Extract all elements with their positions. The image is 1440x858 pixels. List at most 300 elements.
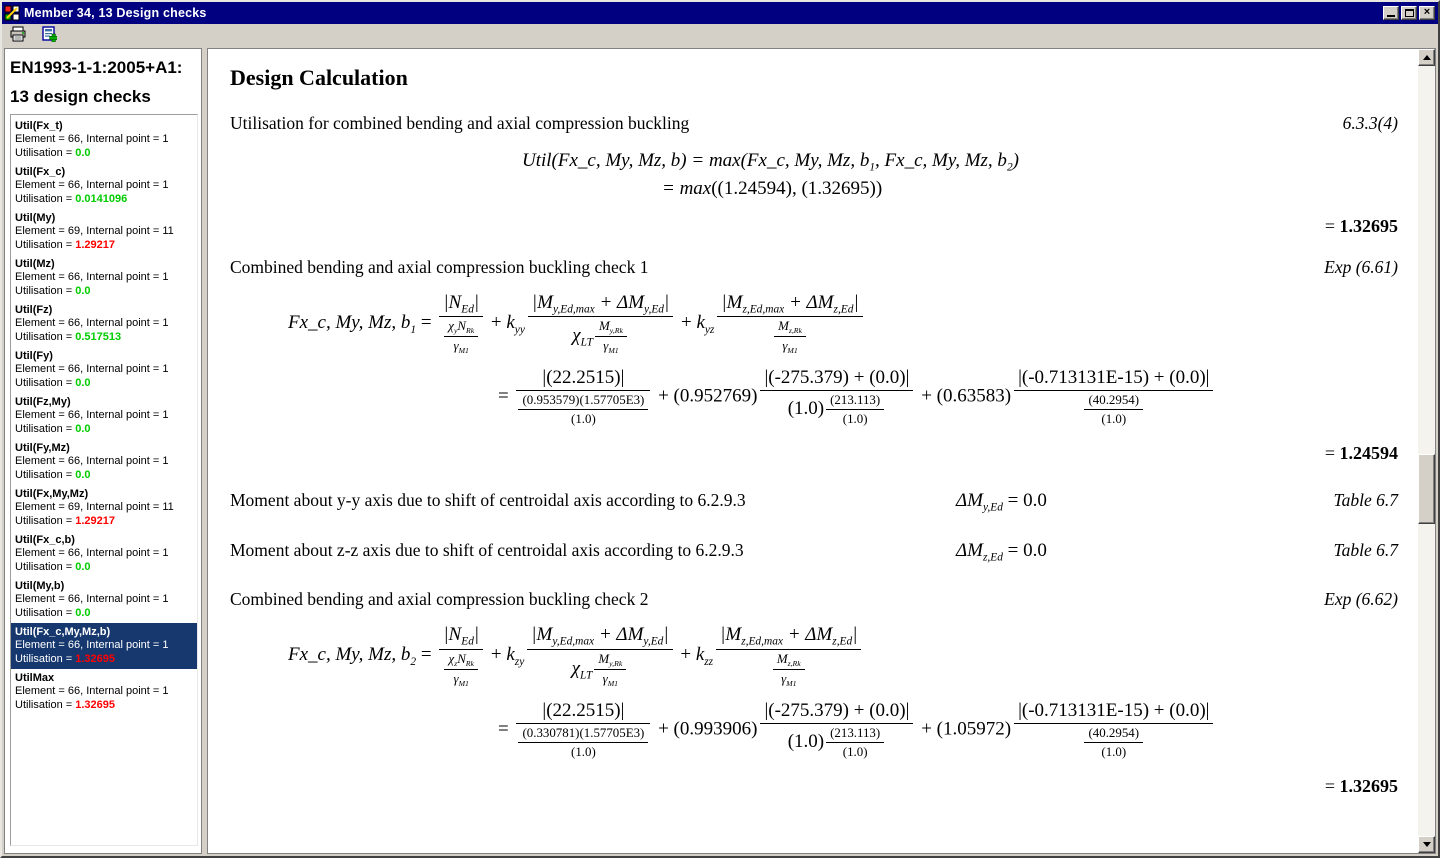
math-text: + (1.05972) <box>916 718 1012 740</box>
math-subscript: zz <box>704 656 714 669</box>
math-text: + (0.952769) <box>653 385 758 407</box>
math-text: |(22.2515)| <box>542 700 625 722</box>
math-subscript: M1 <box>458 346 469 356</box>
math-denominator <box>774 337 806 355</box>
utilisation-value: 0.0 <box>75 561 91 573</box>
math-subscript: y,Rk <box>609 659 623 669</box>
utilisation-label: Utilisation = <box>15 285 76 297</box>
formula-check1-symbolic <box>288 292 1398 356</box>
math-fraction <box>773 651 805 688</box>
math-fraction <box>595 318 627 355</box>
close-button[interactable] <box>1419 6 1435 20</box>
client-area <box>2 46 1438 856</box>
sidebar-header <box>10 53 198 111</box>
design-check-item[interactable] <box>11 531 197 577</box>
utilisation-label: Utilisation = <box>15 331 76 343</box>
math-fraction <box>1014 367 1213 427</box>
printer-icon <box>10 26 26 45</box>
utilisation-label: Utilisation = <box>15 653 76 665</box>
moment-y-text: Moment about y-y axis due to shift of centroidal axis according to 6.2.9.3 <box>230 490 746 511</box>
moment-z-ref: Table 6.7 <box>1333 539 1398 560</box>
utilisation-value: 1.32695 <box>75 653 115 665</box>
math-numerator <box>518 725 648 743</box>
add-report-button[interactable] <box>38 25 60 45</box>
math-text: = 0.0 <box>1002 490 1047 512</box>
check-name: UtilMax <box>15 672 55 684</box>
design-check-item[interactable] <box>11 255 197 301</box>
math-subscript: y,Ed <box>644 303 664 316</box>
check1-heading: Combined bending and axial compression buckling check 1 <box>230 256 649 277</box>
math-denominator <box>595 337 627 355</box>
scroll-up-button[interactable] <box>1418 49 1435 66</box>
window-controls <box>1383 6 1435 20</box>
check-utilisation <box>15 468 193 482</box>
math-numerator <box>826 725 884 743</box>
code-standard-label: EN1993-1-1:2005+A1: <box>10 58 183 77</box>
math-subscript: LT <box>580 336 594 349</box>
check-utilisation <box>15 238 193 252</box>
math-numerator <box>774 318 806 337</box>
math-subscript: zy <box>514 656 525 669</box>
math-denominator <box>594 670 626 688</box>
math-var: N <box>457 318 466 334</box>
math-var: χ <box>572 325 581 347</box>
check-location: Element = 66, Internal point = 1 <box>15 179 169 191</box>
check-location: Element = 66, Internal point = 1 <box>15 271 169 283</box>
math-denominator <box>1014 391 1213 427</box>
math-numerator <box>826 392 884 410</box>
math-var: | <box>853 291 859 313</box>
math-var: ΔM <box>956 490 983 512</box>
result-value: 1.32695 <box>1339 776 1398 797</box>
math-fraction <box>774 318 806 355</box>
check-name: Util(Fx_c,b) <box>15 534 75 546</box>
design-check-item[interactable] <box>11 669 197 715</box>
math-text: + (0.993906) <box>653 718 758 740</box>
math-numerator <box>1084 725 1143 743</box>
utilisation-label: Utilisation = <box>15 607 76 619</box>
math-subscript: y,Ed,max <box>552 635 595 648</box>
math-subscript: y,Rk <box>609 326 623 336</box>
math-numerator <box>760 367 913 391</box>
math-numerator <box>516 700 650 724</box>
math-numerator <box>717 292 862 318</box>
math-fraction <box>760 367 913 427</box>
math-text: = <box>416 311 437 333</box>
math-var: γ <box>453 671 459 687</box>
app-icon <box>4 5 20 21</box>
math-var: χ <box>448 650 455 666</box>
math-fraction <box>1014 700 1213 760</box>
math-numerator <box>1084 392 1143 410</box>
moment-z-line <box>230 540 1398 564</box>
math-fraction <box>527 624 672 688</box>
close-icon: × <box>1423 6 1431 18</box>
check-name: Util(Fz,My) <box>15 396 71 408</box>
check-utilisation <box>15 560 193 574</box>
utilisation-label: Utilisation = <box>15 239 76 251</box>
clause-ref: 6.3.3(4) <box>1342 113 1398 133</box>
math-subscript: Rk <box>466 326 475 336</box>
math-var: | <box>473 624 480 646</box>
check-location: Element = 66, Internal point = 1 <box>15 409 169 421</box>
math-numerator <box>594 651 626 670</box>
math-var: |M <box>531 291 553 313</box>
math-subscript: Rk <box>465 659 474 669</box>
math-fraction <box>716 624 861 688</box>
check-name: Util(My) <box>15 212 56 224</box>
math-var: ΔM <box>956 539 983 561</box>
math-var: γ <box>781 671 787 687</box>
utilisation-value: 0.0141096 <box>75 193 128 205</box>
math-subscript: Ed <box>461 635 474 648</box>
math-text: + (0.63583) <box>916 385 1012 407</box>
vertical-scrollbar[interactable] <box>1418 49 1435 853</box>
check-location: Element = 66, Internal point = 1 <box>15 593 169 605</box>
check1-heading-line <box>230 257 1398 278</box>
math-numerator <box>439 292 483 318</box>
utilisation-value: 1.29217 <box>75 515 115 527</box>
math-numerator <box>528 292 673 318</box>
math-var: |M <box>531 624 553 646</box>
math-var: | <box>852 624 858 646</box>
math-var: |N <box>443 291 462 313</box>
math-numerator <box>773 651 805 670</box>
design-check-item[interactable] <box>11 209 197 255</box>
design-check-item[interactable] <box>11 163 197 209</box>
utilisation-value: 0.0 <box>75 607 91 619</box>
page-title: Design Calculation <box>230 65 408 90</box>
math-var: ) <box>1012 150 1019 171</box>
math-fraction <box>444 318 478 355</box>
math-numerator <box>760 700 913 724</box>
moment-z-text: Moment about z-z axis due to shift of centroidal axis according to 6.2.9.3 <box>230 539 744 560</box>
moment-y-value <box>956 490 1333 514</box>
math-subscript: 1 <box>869 161 876 174</box>
math-text: |(-275.379) + (0.0)| <box>764 700 910 722</box>
math-subscript: y,Ed <box>643 635 664 648</box>
math-var: | <box>663 291 670 313</box>
math-text: (1.0) <box>1101 411 1127 427</box>
math-subscript: z,Ed <box>982 551 1003 564</box>
check-utilisation <box>15 192 193 206</box>
math-var: + ΔM <box>594 624 644 646</box>
math-numerator <box>444 651 478 670</box>
math-var: γ <box>453 338 459 354</box>
math-var: χ <box>448 318 454 334</box>
formula-util-max-values <box>662 178 1398 200</box>
formula-util-max <box>522 150 1398 174</box>
title-bar <box>2 2 1438 24</box>
scrollbar-thumb[interactable] <box>1418 454 1435 524</box>
math-text: (1.0) <box>571 744 596 760</box>
math-subscript: LT <box>579 669 593 682</box>
math-denominator <box>518 743 648 760</box>
math-numerator <box>716 624 861 650</box>
print-button[interactable] <box>7 25 29 45</box>
math-subscript: M1 <box>608 346 619 356</box>
math-denominator <box>760 724 913 760</box>
math-var: | <box>663 624 669 646</box>
math-var: |N <box>443 624 462 646</box>
design-calculation-document <box>208 49 1418 853</box>
check-name: Util(Fx,My,Mz) <box>15 488 89 500</box>
math-denominator <box>826 410 884 427</box>
math-subscript: z,Rk <box>787 659 801 669</box>
math-fraction <box>1084 725 1143 760</box>
result-check2 <box>230 776 1398 797</box>
result-value: 1.32695 <box>1339 215 1398 236</box>
math-denominator <box>516 724 650 760</box>
math-var: |M <box>720 624 742 646</box>
math-numerator <box>516 367 650 391</box>
utilisation-label: Utilisation = <box>15 561 76 573</box>
math-var: M <box>776 650 788 666</box>
math-denominator <box>1084 743 1143 760</box>
math-fraction <box>518 392 648 427</box>
check2-ref: Exp (6.62) <box>1324 589 1398 610</box>
math-var: k <box>695 644 705 666</box>
check-name: Util(Mz) <box>15 258 55 270</box>
check1-ref: Exp (6.61) <box>1324 256 1398 277</box>
math-subscript: z,Ed <box>833 303 854 316</box>
formula-check2-numeric <box>498 700 1398 760</box>
math-subscript: 1 <box>410 323 417 336</box>
math-text: (1.0) <box>842 411 868 427</box>
check-count-label: 13 design checks <box>10 87 151 106</box>
math-var: γ <box>602 671 608 687</box>
utilisation-label: Utilisation = <box>15 699 76 711</box>
math-numerator <box>595 318 627 337</box>
check-utilisation <box>15 606 193 620</box>
math-var: χ <box>571 657 580 679</box>
check-utilisation <box>15 330 193 344</box>
scroll-down-arrow-icon <box>1423 842 1431 847</box>
minimize-icon <box>1387 15 1395 17</box>
math-subscript: M1 <box>786 679 797 689</box>
math-subscript: y <box>453 326 458 336</box>
math-fraction <box>826 725 884 760</box>
math-text: (1.0) <box>842 744 868 760</box>
math-fraction <box>826 392 884 427</box>
check-utilisation <box>15 284 193 298</box>
design-check-item[interactable] <box>11 623 197 669</box>
math-fraction <box>528 292 673 356</box>
math-numerator <box>439 624 483 650</box>
moment-z-value <box>956 540 1333 564</box>
math-text: + <box>486 311 507 333</box>
math-fraction <box>444 651 478 688</box>
utilisation-value: 0.0 <box>75 377 91 389</box>
math-fraction <box>516 367 650 427</box>
math-subscript: z,Ed,max <box>741 635 783 648</box>
intro-line <box>230 113 1398 134</box>
utilisation-label: Utilisation = <box>15 469 76 481</box>
moment-y-ref: Table 6.7 <box>1333 490 1398 511</box>
math-subscript: M1 <box>787 346 798 356</box>
math-text: |(-275.379) + (0.0)| <box>764 367 910 389</box>
design-check-item[interactable] <box>11 439 197 485</box>
math-var: | <box>473 291 480 313</box>
maximize-button[interactable] <box>1401 6 1417 20</box>
math-text: ((1.24594), (1.32695)) <box>711 177 883 199</box>
math-var: Fx_c, My, Mz, b <box>288 644 411 666</box>
math-numerator <box>444 318 478 337</box>
math-var: |M <box>721 291 743 313</box>
moment-y-line <box>230 490 1398 514</box>
design-check-item[interactable] <box>11 347 197 393</box>
utilisation-label: Utilisation = <box>15 515 76 527</box>
utilisation-value: 0.517513 <box>75 331 122 343</box>
math-denominator <box>527 650 672 688</box>
math-text: (1.0) <box>787 398 825 420</box>
intro-text: Utilisation for combined bending and axial compression buckling <box>230 113 690 133</box>
math-var: M <box>598 650 610 666</box>
check-utilisation <box>15 652 193 666</box>
math-denominator <box>826 743 884 760</box>
check-utilisation <box>15 376 193 390</box>
math-subscript: Ed <box>461 303 474 316</box>
utilisation-value: 0.0 <box>75 147 91 159</box>
math-text: = <box>416 644 437 666</box>
math-fraction <box>717 292 862 356</box>
utilisation-value: 0.0 <box>75 423 91 435</box>
design-check-item[interactable] <box>11 301 197 347</box>
check-name: Util(Fx_c,My,Mz,b) <box>15 626 111 638</box>
math-subscript: z,Ed,max <box>742 303 785 316</box>
design-check-item[interactable] <box>11 393 197 439</box>
scroll-up-arrow-icon <box>1423 55 1431 60</box>
check-utilisation <box>15 514 193 528</box>
math-subscript: z,Rk <box>788 326 802 336</box>
math-text: (1.0) <box>787 730 825 752</box>
math-subscript: M1 <box>607 679 619 689</box>
math-text: = <box>498 385 514 407</box>
math-denominator <box>516 391 650 427</box>
check-location: Element = 66, Internal point = 1 <box>15 133 169 145</box>
check-utilisation <box>15 422 193 436</box>
math-subscript: y,Ed <box>982 501 1003 514</box>
design-check-list <box>10 114 198 846</box>
math-fraction <box>760 700 913 760</box>
utilisation-value: 1.29217 <box>75 239 115 251</box>
math-var: + ΔM <box>594 291 645 313</box>
utilisation-label: Utilisation = <box>15 423 76 435</box>
math-fraction <box>439 624 483 688</box>
check-location: Element = 66, Internal point = 1 <box>15 363 169 375</box>
utilisation-label: Utilisation = <box>15 147 76 159</box>
math-var: N <box>457 650 466 666</box>
formula-check1-numeric <box>498 367 1398 427</box>
math-subscript: 2 <box>410 656 417 669</box>
math-text: |(22.2515)| <box>542 367 625 389</box>
math-var: , Fx_c, My, Mz, b <box>875 150 1007 171</box>
design-check-item[interactable] <box>11 577 197 623</box>
check-name: Util(My,b) <box>15 580 65 592</box>
math-denominator <box>716 650 861 688</box>
math-text: = 0.0 <box>1002 539 1047 561</box>
math-subscript: yz <box>704 323 715 336</box>
math-var: k <box>696 311 705 333</box>
math-fraction <box>439 292 483 356</box>
check2-heading: Combined bending and axial compression buckling check 2 <box>230 589 649 610</box>
result-equals: = <box>1324 443 1340 464</box>
math-denominator <box>444 670 478 688</box>
math-subscript: z,Ed <box>832 635 853 648</box>
design-check-item[interactable] <box>11 485 197 531</box>
sidebar <box>4 48 202 854</box>
minimize-button[interactable] <box>1383 6 1399 20</box>
math-subscript: z <box>454 659 458 669</box>
check-location: Element = 66, Internal point = 1 <box>15 639 169 651</box>
math-denominator <box>444 337 478 355</box>
math-numerator <box>518 392 648 410</box>
math-numerator <box>527 624 672 650</box>
utilisation-value: 0.0 <box>75 469 91 481</box>
math-text: (213.113) <box>830 392 881 408</box>
math-numerator <box>1014 700 1213 724</box>
utilisation-label: Utilisation = <box>15 377 76 389</box>
math-subscript: yy <box>514 323 525 336</box>
check-name: Util(Fx_c) <box>15 166 66 178</box>
check-location: Element = 69, Internal point = 11 <box>15 501 174 513</box>
math-fraction <box>518 725 648 760</box>
check-location: Element = 66, Internal point = 1 <box>15 685 169 697</box>
math-var: γ <box>603 338 609 354</box>
math-text: (1.0) <box>1101 744 1127 760</box>
math-var: M <box>599 318 610 334</box>
utilisation-label: Utilisation = <box>15 193 76 205</box>
formula-check2-symbolic <box>288 624 1398 688</box>
result-check1 <box>230 443 1398 464</box>
math-var: k <box>506 311 515 333</box>
math-var: γ <box>782 338 788 354</box>
math-fraction <box>594 651 626 688</box>
maximize-icon <box>1405 9 1414 17</box>
check-name: Util(Fz) <box>15 304 53 316</box>
scroll-down-button[interactable] <box>1418 836 1435 853</box>
math-var: + ΔM <box>782 624 833 646</box>
check-location: Element = 69, Internal point = 11 <box>15 225 174 237</box>
check-location: Element = 66, Internal point = 1 <box>15 455 169 467</box>
math-denominator <box>773 670 805 688</box>
math-denominator <box>1084 410 1143 427</box>
math-var: Util(Fx_c, My, Mz, b) = max(Fx_c, My, Mz, b <box>522 150 870 171</box>
math-denominator <box>717 317 862 355</box>
math-denominator <box>518 410 648 427</box>
math-text: (40.2954) <box>1088 725 1140 741</box>
check-name: Util(Fx_t) <box>15 120 63 132</box>
result-utilisation <box>230 216 1398 237</box>
math-var: Fx_c, My, Mz, b <box>288 311 411 333</box>
math-denominator <box>528 317 673 355</box>
check-location: Element = 66, Internal point = 1 <box>15 317 169 329</box>
math-var: = max <box>662 177 712 199</box>
window-title: Member 34, 13 Design checks <box>24 6 207 20</box>
math-text: (0.330781)(1.57705E3) <box>522 725 645 741</box>
math-numerator <box>1014 367 1213 391</box>
math-text: + <box>676 311 697 333</box>
math-fraction <box>1084 392 1143 427</box>
math-subscript: y,Ed,max <box>552 303 595 316</box>
check2-heading-line <box>230 589 1398 610</box>
math-text: (1.0) <box>571 411 596 427</box>
utilisation-value: 1.32695 <box>75 699 115 711</box>
check-utilisation <box>15 146 193 160</box>
report-add-icon <box>41 26 57 45</box>
math-text: (0.953579)(1.57705E3) <box>522 392 645 408</box>
design-check-item[interactable] <box>11 117 197 163</box>
